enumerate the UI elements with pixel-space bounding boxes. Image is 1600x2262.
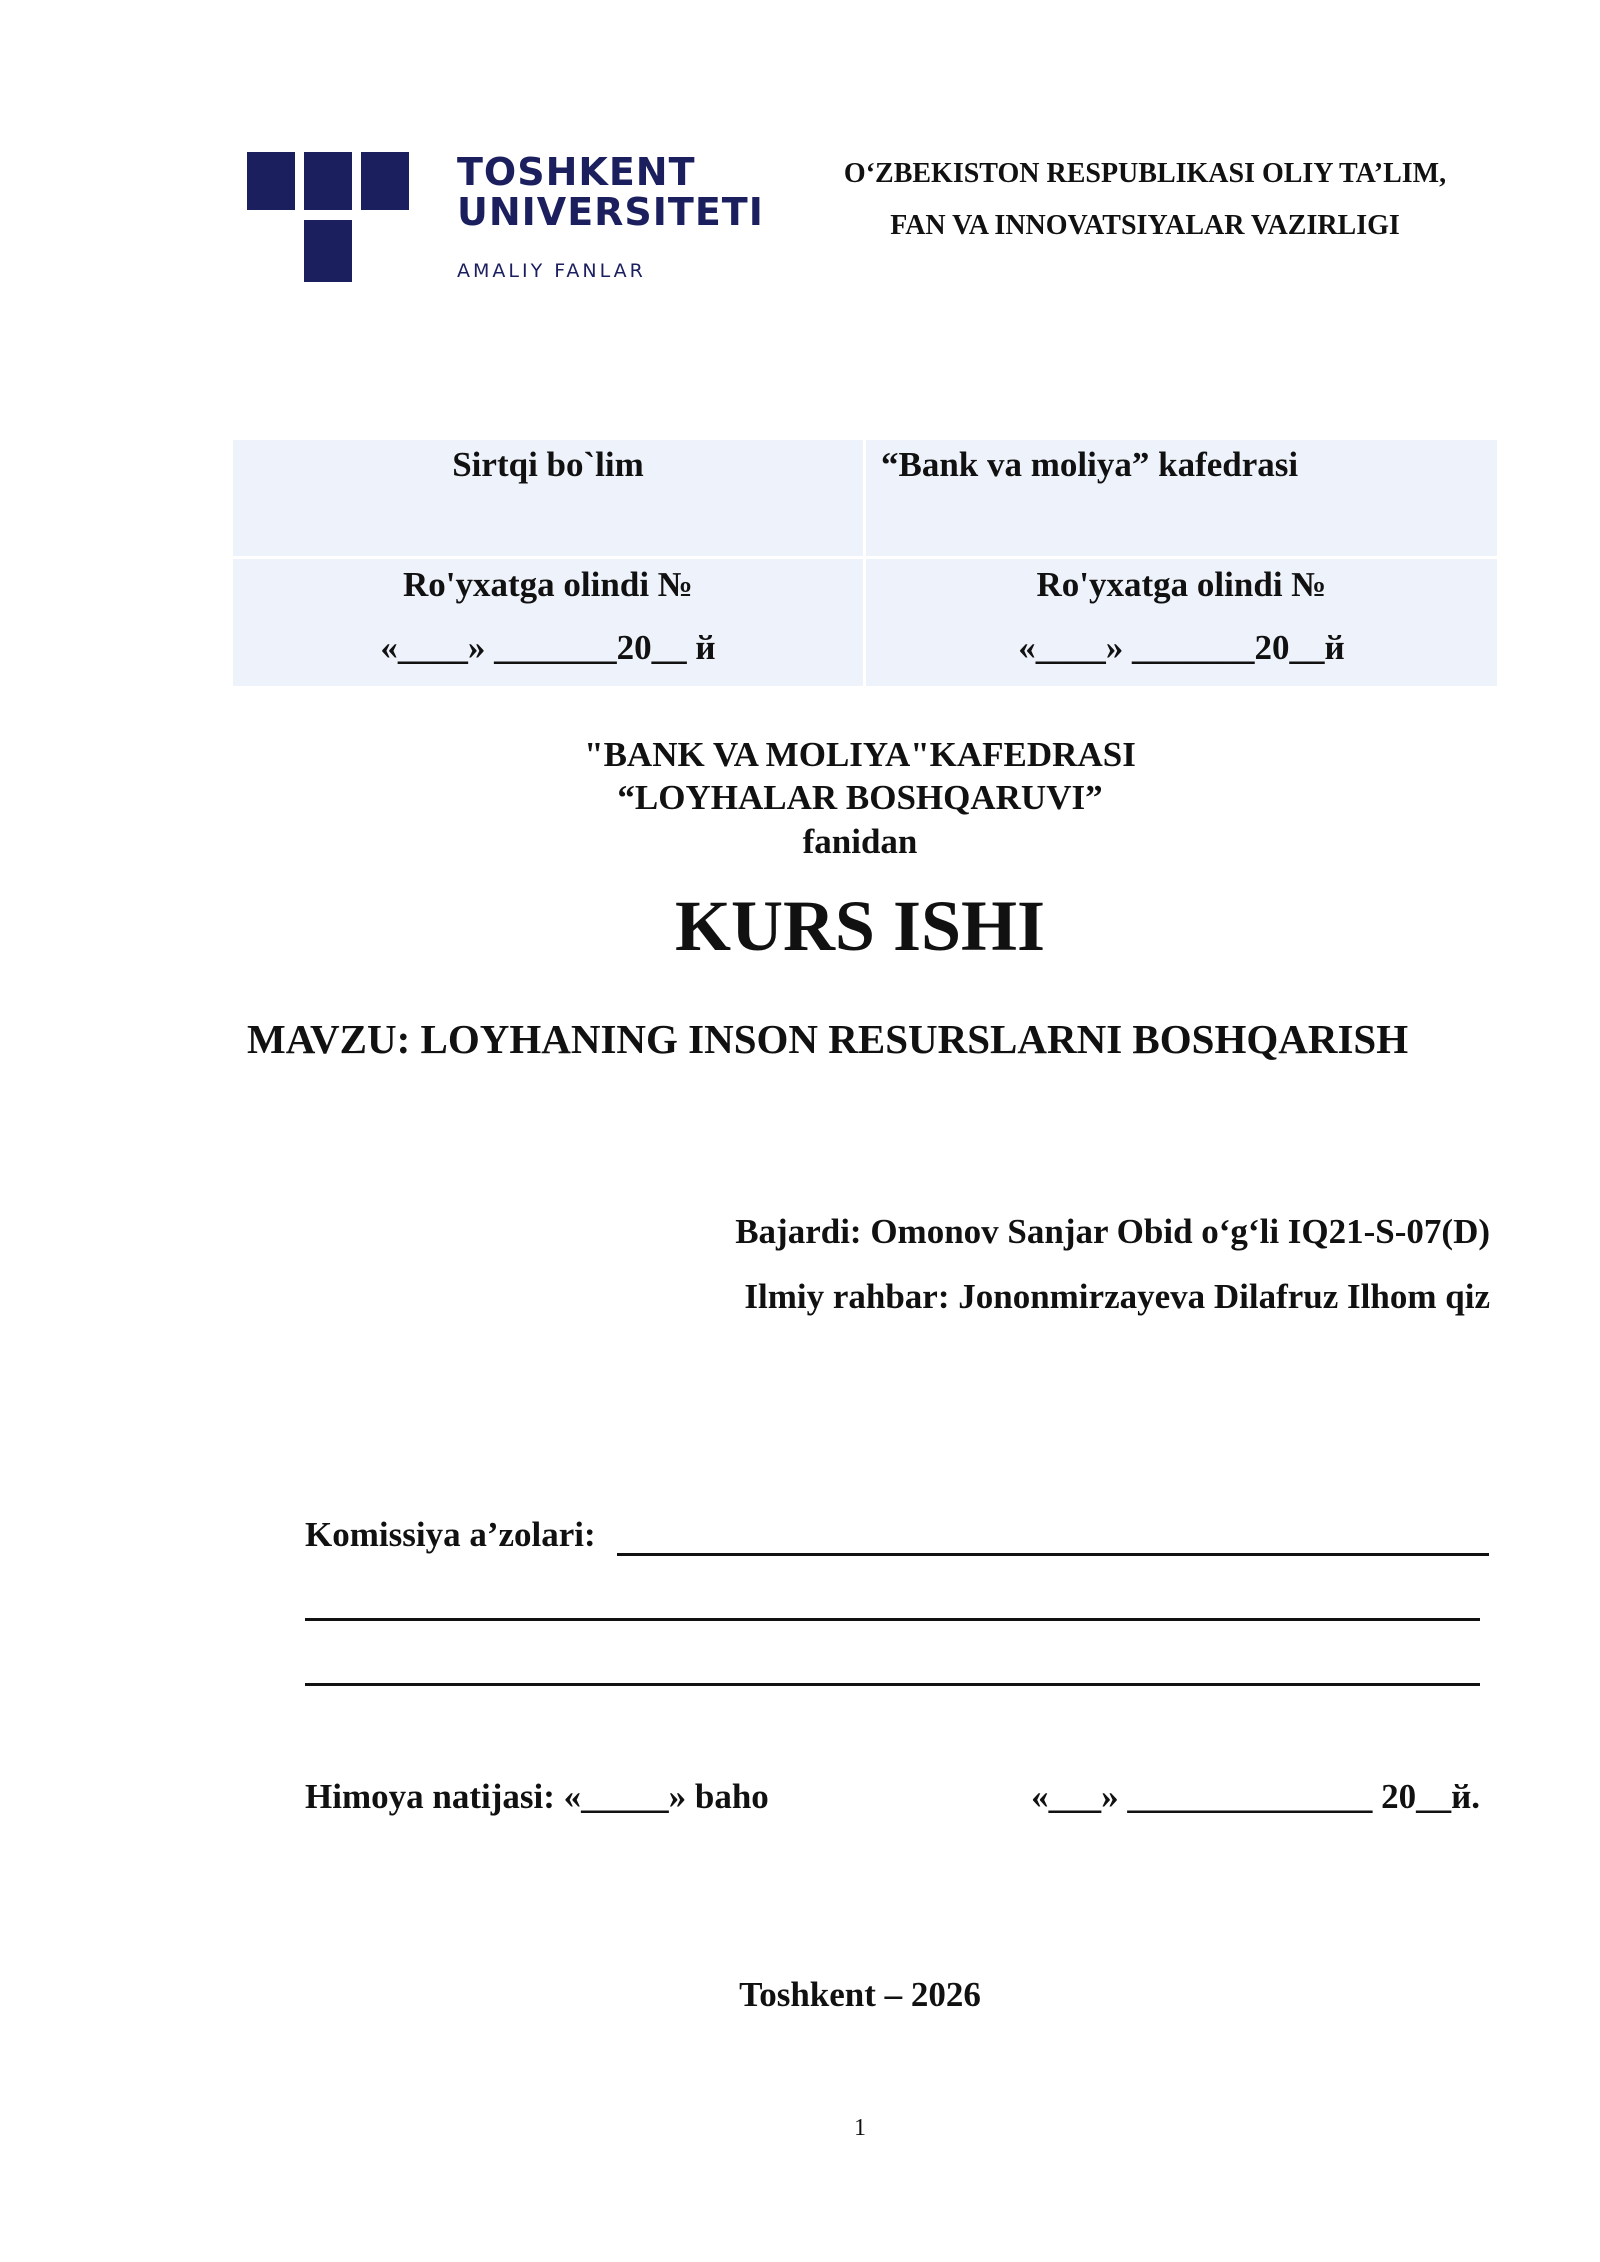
right-registration-label: Ro'yxatga olindi № [1036, 565, 1327, 604]
author-line: Bajardi: Omonov Sanjar Obid o‘g‘li IQ21-S-07(D) [735, 1212, 1490, 1251]
commission-blank-1 [617, 1553, 1489, 1556]
left-registration-label: Ro'yxatga olindi № [403, 565, 693, 604]
ministry-line1: O‘ZBEKISTON RESPUBLIKASI OLIY TA’LIM, [843, 158, 1447, 189]
defense-result: Himoya natijasi: «_____» baho [305, 1777, 769, 1816]
commission-label: Komissiya a’zolari: [305, 1515, 596, 1554]
city-year: Toshkent – 2026 [739, 1975, 981, 2014]
right-registration-date: «____» _______20__й [1018, 628, 1345, 667]
registration-table [233, 440, 1497, 686]
logo-text-line3: AMALIY FANLAR [457, 260, 646, 282]
department-line1: "BANK VA MOLIYA"KAFEDRASI [584, 735, 1136, 774]
department-line2: “LOYHALAR BOSHQARUVI” [617, 778, 1103, 817]
commission-blank-2 [305, 1618, 1480, 1621]
page-number: 1 [854, 2115, 866, 2141]
right-header-cell: “Bank va moliya” kafedrasi [881, 445, 1299, 484]
ministry-line2: FAN VA INNOVATSIYALAR VAZIRLIGI [890, 210, 1400, 241]
university-logo-mark [247, 150, 412, 290]
logo-text-line2: UNIVERSITETI [457, 190, 764, 234]
ministry-heading [800, 148, 1490, 252]
topic-line: MAVZU: LOYHANING INSON RESURSLARNI BOSHQARISH [247, 1016, 1409, 1062]
left-registration-date: «____» _______20__ й [380, 628, 716, 667]
department-line3: fanidan [802, 822, 918, 861]
document-title: KURS ISHI [674, 886, 1046, 966]
university-logo [247, 150, 764, 290]
supervisor-line: Ilmiy rahbar: Jononmirzayeva Dilafruz Ilhom qiz [744, 1277, 1490, 1316]
left-header-cell: Sirtqi bo`lim [452, 445, 644, 484]
commission-blank-3 [305, 1683, 1480, 1686]
logo-text-line1: TOSHKENT [457, 150, 696, 194]
defense-date: «___» ______________ 20__й. [1031, 1777, 1480, 1816]
table-divider-horizontal [233, 556, 1497, 559]
